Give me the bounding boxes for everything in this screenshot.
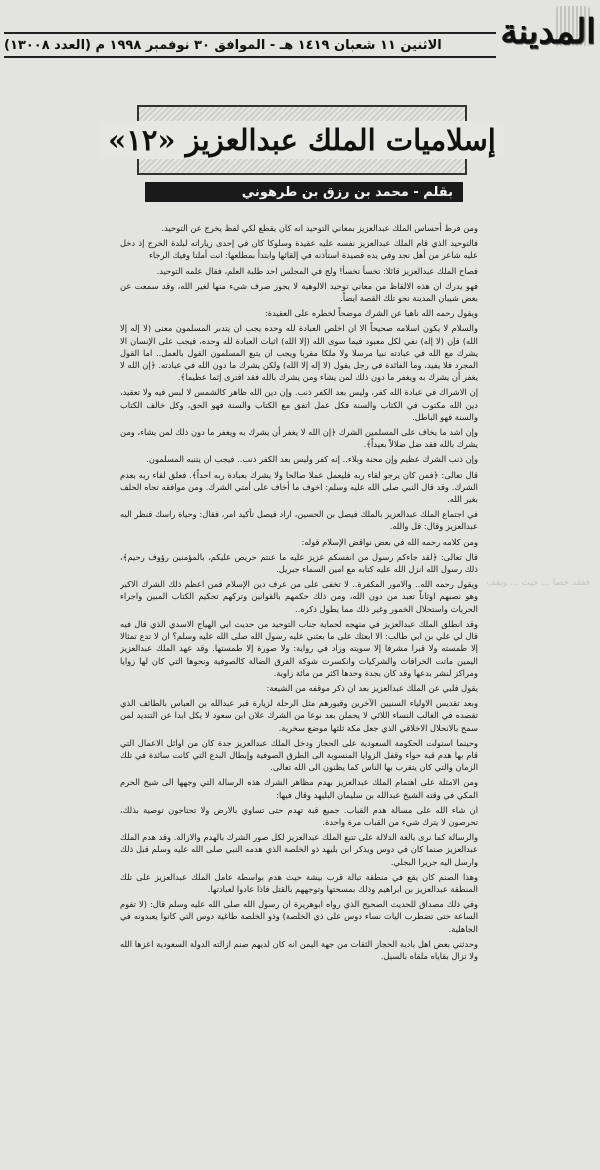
article-paragraph: ويقول رحمه الله ناهيا عن الشرك موضحاً لخطره على العقيدة: — [264, 308, 478, 319]
article-paragraph: وبعد تقديس الاولياء السنيين الآخرين وقبورهم مثل الرحلة لزيارة قبر عبدالله بن العباس بالطائف الذي تقصده في الغالب النساء اللائي لا يحملن بعد نوعا من الشرك علان ابن سعود لا يكل ابدا عن التنديد لمن سمح بالانحلال الاخلاقي الذي جعل مكة ثلثها موضع سخرية. — [120, 698, 478, 733]
newspaper-logo — [502, 4, 594, 60]
article-paragraph: ومن الامثلة على اهتمام الملك عبدالعزيز بهدم مظاهر الشرك هذه الرسالة التي وجهها الى شيخ الحرم المكي في وقته الشيخ عبدالله بن سليمان البليهد وقال فيها: — [120, 777, 478, 800]
article-paragraph: وهذا الصنم كان يقع في منطقة تبالة قرب بيشة حيث هدم بواسطة عامل الملك عبدالعزيز على تلك المنطقة عبدالعزيز بن ابراهيم وذلك بمسحتها وتوجههم بالقتل فاذا عادوا لعبادتها. — [120, 871, 478, 894]
article-headline: إسلاميات الملك عبدالعزيز «١٢» — [100, 121, 504, 159]
article-byline: بقلم - محمد بن رزق بن طرهوني — [145, 182, 463, 202]
article-paragraph: فهو يدرك ان هذه الالفاظ من معاني توحيد الالوهية لا يجوز صرف شيء منها لغير الله، وقد سمعت عن بعض شيبان المدينة نحو تلك القصة ايضاً. — [120, 280, 478, 304]
show-through-text: ففقد حصا ... حيث ... ويقف — [486, 578, 590, 588]
headline-banner — [108, 105, 496, 175]
article-paragraph: يقول فلبي عن الملك عبدالعزيز بعد ان ذكر موقفه من الشيعة: — [266, 682, 478, 693]
logo-text: المدينة — [500, 12, 596, 52]
article-paragraph: وحينما استولت الحكومة السعودية على الحجاز ودخل الملك عبدالعزيز جدة كان من اوائل الاعمال التي قام بها هدم قبة حواء وقفل الزوايا المنسوبة الى الطرق الصوفية وإبطال البدع التي كانت سائدة في تلك الزمان والتي كان يتقرب بها الناس كما يظنون الى الله تعالى. — [120, 737, 478, 773]
article-paragraph: ومن كلامه رحمه الله في بعض نواقض الإسلام قوله: — [301, 536, 478, 547]
article-paragraph: وحدثني بعض اهل بادية الحجاز الثقات من جهة اليمن انه كان لديهم صنم ازالته الدولة السعودية اعزها الله ولا تزال بقاياه ملقاه بالسيل. — [120, 938, 478, 961]
article-paragraph: وإن ذنب الشرك عظيم وإن محنة وبلاء.. إنه كفر وليس بعد الكفر ذنب.. فيجب ان يتنبه المسلمون. — [146, 454, 478, 465]
article-paragraph: ومن فرط أحساس الملك عبدالعزيز بمعاني التوحيد انه كان يقطع لكي لفظ يخرج عن التوحيد. — [161, 223, 478, 233]
article-paragraph: ويقول رحمه الله.. والامور المكفرة.. لا تخفى على من عرف دين الإسلام فمن اعظم ذلك الشرك الاكبر وهو نصبهم اوثاناً تعبد من دون الله، ومن ذلك حكمهم بالقوانين وتركهم تحكيم الكتاب المبين واجراء الحريات واستحلال الخمور وغير ذلك مما يطول ذكره.. — [120, 579, 478, 614]
article-paragraph: وإن اشد ما يخاف على المسلمين الشرك ﴿إن الله لا يغفر أن يشرك به ويغفر ما دون ذلك لمن يشاء، ومن يشرك بالله فقد ضل ضلالاً بعيداً﴾. — [120, 427, 478, 450]
article-paragraph: فصاح الملك عبدالعزيز قائلا: تخسأ تخسأ! ولج في المجلس احد طلبة العلم، فقال علمه التوحيد. — [156, 265, 478, 276]
article-paragraph: قال تعالى: ﴿فمن كان يرجو لقاء ربه فليعمل عملا صالحا ولا يشرك بعبادة ربه احداً﴾. فعلق لقاء ربه بعدم الشرك. وقد قال النبي صلى الله عليه وسلم: اخوف ما أخاف على أمتي الشرك. ومن موافقه تجاه الحلف بغير الله. — [120, 469, 478, 505]
article-paragraph: وفي ذلك مصداق للحديث الصحيح الذي رواه ابوهريرة ان رسول الله صلى الله عليه وسلم قال: (لا تقوم الساعة حتى تضطرب اليات نساء دوس على ذي الخلصة) وذو الخلصة طاغية دوس التي كانوا يعبدونه في الجاهلية. — [120, 899, 478, 934]
article-body — [120, 222, 478, 1162]
article-paragraph: ان شاء الله على مسالة هدم القباب. جميع قبة تهدم حتى تساوي بالارض ولا تحتاجون توصية بذلك، تحرصون لا يترك شيء من القباب مرة واحدة. — [120, 804, 478, 827]
article-paragraph: وقد انطلق الملك عبدالعزيز في منهجه لحماية جناب التوحيد من حديث ابي الهياج الاسدي الذي قال فيه قال لي علي بن ابي طالب: الا ابعثك على ما بعثني عليه رسول الله صلى الله عليه وسلم؟ ان لا تدع تمثالا إلا طمسته ولا قبرا مشرفا إلا سويته وزاد في رواية: ولا صورة إلا طمستها. وقد عهد الملك عبدالعزيز اليمين ماتت الخرافات والشركيات وانكسرت شوكة الفرق الضالة كالصوفية ونحوها التي كان لها زوايا ومراكز لنشر بدعها وقد كان بجدة وحدها اكثر من مائة زاوية. — [120, 618, 478, 678]
issue-dateline: الاثنين ١١ شعبان ١٤١٩ هـ - الموافق ٣٠ نوفمبر ١٩٩٨ م (العدد ١٣٠٠٨) — [4, 32, 496, 58]
masthead — [0, 0, 600, 62]
article-paragraph: والرسالة كما نرى بالغة الدلالة على تتبع الملك عبدالعزيز لكل صور الشرك بالهدم والازالة. وقد هدم الملك عبدالعزيز صنما كان في دوس ويذكر ابن بليهد ذو الخلصة الذي هدمه النبي صلى الله عليه وسلم قبل ذلك وارسل اليه جريرا البجلي. — [120, 832, 478, 867]
article-paragraph: قال تعالى: ﴿لقد جاءكم رسول من انفسكم عزيز عليه ما عنتم حريص عليكم، بالمؤمنين رؤوف رحيم﴾، ذلك رسول الله انزل الله عليه كتابه مع امين السماء جبريل. — [120, 551, 478, 575]
article-paragraph: فالتوحيد الذي قام الملك عبدالعزيز نفسه عليه عقيدة وسلوكا كان في إحدى زياراته لبلدة الخرج إذ دخل عليه شاعر من أهل نجد وفي يده قصيدة استأذنه في إلقائها وابتدأ بمطلعها: انت أملنا وفيك الرجاء — [120, 238, 478, 261]
article-paragraph: في اجتماع الملك عبدالعزيز بالملك فيصل بن الحسين، اراد فيصل تأكيد امر، فقال: وحياة راسك فنظر اليه عبدالعزيز وقال: قل والله. — [120, 509, 478, 532]
article-paragraph: والسلام لا يكون اسلامه صحيحاً الا ان اخلص العبادة لله وحده يجب ان يتدبر المسلمون معنى (لا إله إلا الله) فإن (لا إله) نفي لكل معبود فيما سوى الله (إلا الله) اثبات العبادة لله وحده، فيجب على الإنسان الا يشرك مع الله في عبادته نبيا مرسلا ولا ملكا مقربا ويجب ان يتبع المسلمون القول بالعمل.. اما القول المجرد فلا يفيد، وما الفائدة في رجل يقول (لا إله إلا الله) ولكن يشرك ما دون الله في عبادته. ﴿إن الله لا يغفر أن يشرك به ويغفر ما دون ذلك لمن يشاء ومن يشرك بالله فقد افترى إثما عظيما﴾. — [120, 323, 478, 383]
article-paragraph: إن الاشراك في عبادة الله كفر، وليس بعد الكفر ذنب. وإن دين الله ظاهر كالشمس لا لبس فيه ولا تعقيد، دين الله مكتوب في الكتاب والسنة فكل عمل اتفق مع الكتاب والسنة فهو الحق، وكل خالف الكتاب والسنة فهو الباطل. — [120, 387, 478, 422]
